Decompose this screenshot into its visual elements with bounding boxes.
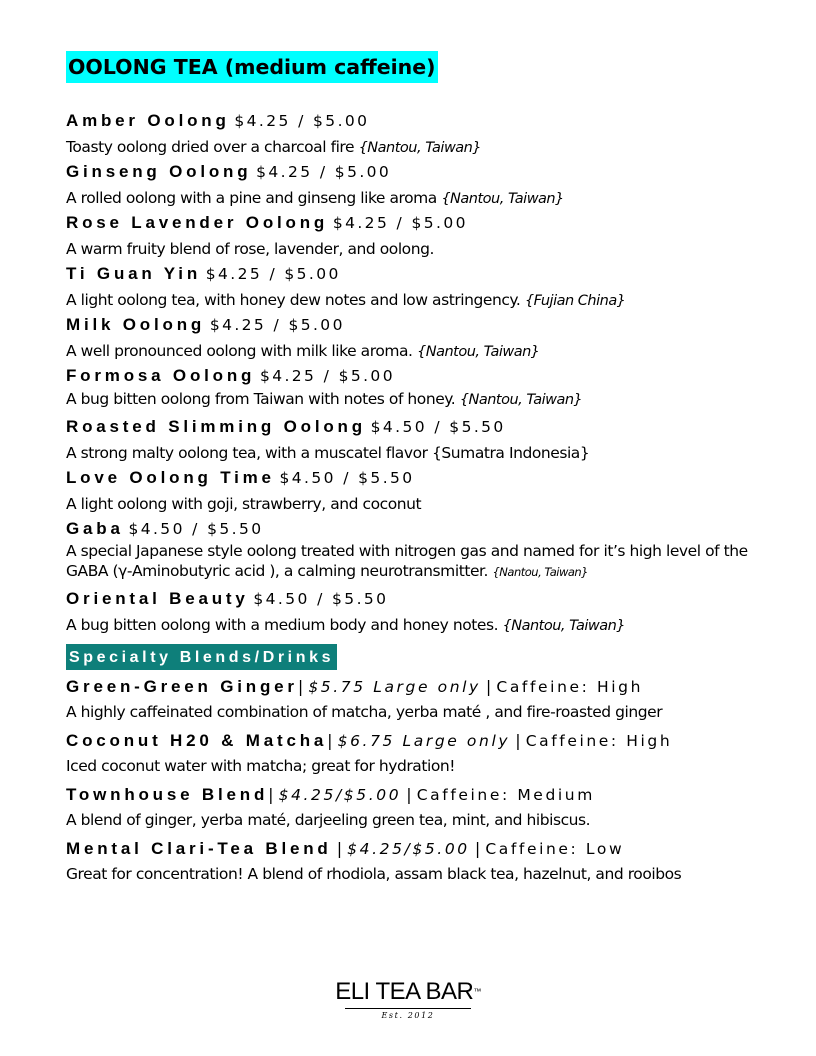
tea-description-text: A bug bitten oolong from Taiwan with notes of honey. [66,390,460,408]
blend-caffeine: Caffeine: High [525,732,673,750]
tea-origin: {Nantou, Taiwan} [492,565,589,579]
tea-price: $4.25 / $5.00 [209,316,345,334]
blend-name: Townhouse Blend [66,785,269,804]
specialty-blend-list [66,675,786,891]
tea-item-love-oolong-time [66,466,786,517]
tea-description-text: A bug bitten oolong with a medium body and honey notes. [66,616,503,634]
blend-price: $5.75 Large only [308,678,481,696]
tea-description-text: A strong malty oolong tea, with a muscatel flavor {Sumatra Indonesia} [66,444,590,462]
tea-title-line [66,160,786,183]
tea-item-amber-oolong [66,109,786,160]
tea-item-rose-lavender-oolong [66,211,786,262]
tea-description-text: A rolled oolong with a pine and ginseng like aroma [66,189,442,207]
tea-description-text: A light oolong tea, with honey dew notes and low astringency. [66,291,525,309]
blend-title-line [66,729,786,753]
tea-price: $4.25 / $5.00 [332,214,468,232]
tea-origin: {Nantou, Taiwan} [502,618,626,634]
blend-name: Green-Green Ginger [66,677,298,696]
blend-item-coconut-h20-matcha [66,729,786,779]
blend-separator: | [268,785,279,804]
tea-title-line [66,415,786,438]
blend-description: Great for concentration! A blend of rhodiola, assam black tea, hazelnut, and rooibos [66,865,682,883]
blend-caffeine: Caffeine: Medium [416,786,595,804]
tea-name: Love Oolong Time [66,468,275,487]
tea-description [66,615,786,636]
tea-name: Formosa Oolong [66,366,256,385]
blend-name: Coconut H20 & Matcha [66,731,328,750]
tea-item-oriental-beauty [66,587,786,638]
logo-wordmark [330,978,486,1006]
tea-description [66,137,786,158]
tea-item-milk-oolong [66,313,786,364]
tea-name: Milk Oolong [66,315,206,334]
tea-origin: {Nantou, Taiwan} [459,392,583,408]
blend-separator: | [469,839,486,858]
tea-description [66,188,786,209]
blend-separator: | [327,731,338,750]
tea-price: $4.25 / $5.00 [259,367,395,385]
tea-price: $4.50 / $5.50 [128,520,264,538]
tea-origin: {Fujian China} [524,293,626,309]
blend-separator: | [480,677,497,696]
blend-title-line [66,675,786,699]
tea-item-gaba [66,517,786,587]
tea-description-text: A special Japanese style oolong treated with nitrogen gas and named for it’s high level of the GABA (γ-Aminobutyric acid ), a calming neurotransmitter. [66,542,748,580]
tea-description [66,239,786,259]
logo-divider [345,1008,471,1009]
tea-name: Oriental Beauty [66,589,249,608]
blend-description: Iced coconut water with matcha; great for hydration! [66,757,455,775]
blend-name: Mental Clari-Tea Blend [66,839,332,858]
tea-description [66,494,786,514]
tea-title-line [66,466,786,489]
trademark-icon: ™ [473,987,481,996]
tea-price: $4.50 / $5.50 [279,469,415,487]
oolong-tea-list [66,109,786,638]
tea-description-text: A well pronounced oolong with milk like aroma. [66,342,418,360]
blend-caffeine: Caffeine: Low [485,840,625,858]
blend-separator: | [297,677,309,696]
blend-item-townhouse-blend [66,783,786,833]
tea-title-line [66,109,786,132]
tea-price: $4.25 / $5.00 [205,265,341,283]
blend-price: $4.25/$5.00 [347,840,470,858]
tea-description [66,290,786,311]
tea-origin: {Nantou, Taiwan} [417,344,540,360]
tea-description [66,443,786,463]
tea-title-line [66,313,786,336]
tea-description-text: A light oolong with goji, strawberry, and coconut [66,495,422,513]
blend-separator: | [331,839,348,858]
tea-title-line [66,364,786,387]
tea-name: Roasted Slimming Oolong [66,417,366,436]
tea-origin: {Nantou, Taiwan} [441,191,564,207]
tea-title-line [66,211,786,234]
eli-tea-bar-logo [330,978,486,1021]
tea-origin: {Nantou, Taiwan} [358,140,482,156]
tea-price: $4.25 / $5.00 [234,112,370,130]
tea-title-line [66,587,786,610]
blend-price: $6.75 Large only [337,732,511,750]
tea-description-text: Toasty oolong dried over a charcoal fire [66,138,359,156]
blend-caffeine: Caffeine: High [496,678,644,696]
tea-item-roasted-slimming-oolong [66,415,786,466]
blend-item-mental-clari-tea-blend [66,837,786,887]
blend-title-line [66,783,786,807]
tea-price: $4.25 / $5.00 [256,163,392,181]
tea-name: Gaba [66,519,124,538]
tea-title-line [66,517,786,540]
tea-name: Rose Lavender Oolong [66,213,329,232]
blend-title-line [66,837,786,861]
tea-name: Ginseng Oolong [66,162,252,181]
blend-separator: | [401,785,417,804]
tea-title-line [66,262,786,285]
blend-separator: | [510,731,526,750]
logo-established: Est. 2012 [381,1011,435,1020]
tea-description [66,389,786,410]
specialty-section-heading: Specialty Blends/Drinks [66,644,337,670]
blend-description: A highly caffeinated combination of matcha, yerba maté , and fire-roasted ginger [66,703,663,721]
tea-name: Ti Guan Yin [66,264,202,283]
tea-name: Amber Oolong [66,111,230,130]
blend-price: $4.25/$5.00 [278,786,402,804]
blend-item-green-green-ginger [66,675,786,725]
blend-description: A blend of ginger, yerba maté, darjeeling green tea, mint, and hibiscus. [66,811,591,829]
tea-price: $4.50 / $5.50 [253,590,389,608]
tea-item-ti-guan-yin [66,262,786,313]
oolong-section-heading: OOLONG TEA (medium caffeine) [66,51,438,83]
tea-description [66,341,786,362]
tea-description [66,541,786,582]
logo-name: ELI TEA BAR [335,978,474,1005]
tea-description-text: A warm fruity blend of rose, lavender, and oolong. [66,240,434,258]
tea-item-ginseng-oolong [66,160,786,211]
tea-item-formosa-oolong [66,364,786,415]
tea-price: $4.50 / $5.50 [370,418,506,436]
